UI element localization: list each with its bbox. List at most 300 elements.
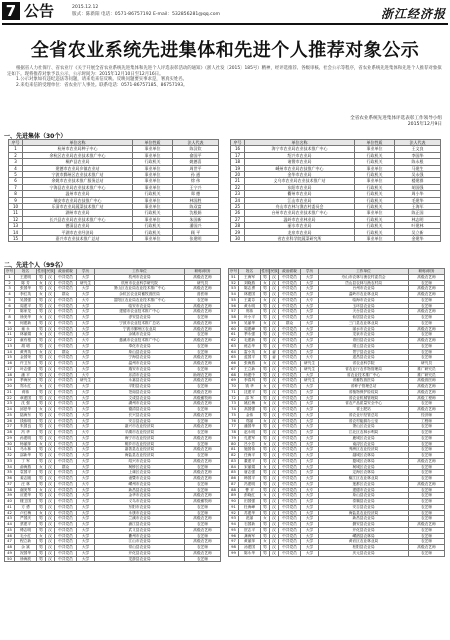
table-cell: 中共党员: [279, 487, 301, 493]
table-cell: 大学: [77, 550, 95, 556]
table-cell: 男: [261, 481, 270, 487]
table-cell: 沈建平: [239, 389, 261, 395]
table-cell: 中共党员: [279, 493, 301, 499]
table-cell: 13: [9, 223, 23, 229]
table-cell: 郭伟: [239, 309, 261, 315]
table-cell: 男: [37, 395, 46, 401]
table-cell: 徐 伟: [173, 178, 219, 184]
table-cell: 雷小英: [239, 349, 261, 355]
table-cell: 女: [37, 464, 46, 470]
table-cell: 汉: [270, 453, 279, 459]
table-cell: 大学: [301, 349, 319, 355]
table-cell: 汉: [270, 499, 279, 505]
table-cell: 德清县农业局: [23, 223, 133, 229]
table-cell: 67: [229, 366, 239, 372]
table-cell: 大学: [77, 407, 95, 413]
table-cell: 73: [229, 401, 239, 407]
table-cell: 中共党员: [279, 539, 301, 545]
table-cell: 男: [37, 320, 46, 326]
table-cell: 杜海峰: [239, 504, 261, 510]
table-cell: 大学: [77, 545, 95, 551]
table-cell: 王海军: [395, 203, 441, 209]
table-cell: 男: [37, 401, 46, 407]
table-cell: 研究生: [301, 378, 319, 384]
table-cell: 萧山区农业局农业技术推广中心: [95, 286, 185, 292]
table-cell: 93: [229, 516, 239, 522]
table-cell: 20: [231, 171, 245, 177]
table-cell: 22: [5, 395, 15, 401]
table-cell: 嘉兴市农业经济局: [95, 424, 185, 430]
table-cell: 25: [231, 203, 245, 209]
table-cell: 男: [261, 504, 270, 510]
table-cell: 2: [9, 152, 23, 158]
table-cell: 10: [9, 203, 23, 209]
table-cell: 汉: [46, 458, 55, 464]
table-cell: 农艺师: [185, 366, 221, 372]
table-cell: 高级农艺师: [185, 476, 221, 482]
table-cell: 袁国平: [15, 470, 37, 476]
table-cell: 男: [37, 493, 46, 499]
table-cell: 赵永明: [239, 430, 261, 436]
table-cell: 陈永华: [239, 550, 261, 556]
table-cell: 汉: [270, 464, 279, 470]
table-cell: 女: [261, 320, 270, 326]
table-cell: 汉: [46, 320, 55, 326]
individual-row: [229, 550, 445, 556]
table-cell: 象山县农业局: [319, 493, 409, 499]
table-cell: 叶建林: [395, 223, 441, 229]
table-cell: 应建华: [15, 493, 37, 499]
table-cell: 男: [261, 470, 270, 476]
table-cell: 汉: [46, 545, 55, 551]
table-cell: 中共党员: [279, 510, 301, 516]
table-cell: 男: [261, 545, 270, 551]
table-cell: 汉: [270, 476, 279, 482]
table-cell: 汤建国: [239, 545, 261, 551]
table-cell: 96: [229, 533, 239, 539]
table-cell: 中共党员: [55, 435, 77, 441]
table-cell: 中共党员: [55, 320, 77, 326]
table-cell: 汉: [270, 274, 279, 280]
table-cell: 70: [229, 384, 239, 390]
table-cell: 龙泉市农业局: [319, 332, 409, 338]
table-cell: 48: [5, 545, 15, 551]
table-cell: 中共党员: [55, 407, 77, 413]
table-cell: 周小华: [395, 191, 441, 197]
table-cell: 汉: [46, 389, 55, 395]
table-cell: 群众: [55, 292, 77, 298]
table-cell: 40: [5, 499, 15, 505]
table-cell: 嵊泗县农林局: [319, 533, 409, 539]
table-cell: 农艺师: [185, 533, 221, 539]
table-cell: 大学: [301, 545, 319, 551]
table-cell: 中共党员: [55, 510, 77, 516]
table-cell: 汉: [46, 441, 55, 447]
table-cell: 大学: [77, 326, 95, 332]
table-cell: 义乌市农业局农业技术推广站: [245, 178, 355, 184]
table-cell: 中共党员: [279, 378, 301, 384]
table-cell: 男: [261, 527, 270, 533]
table-cell: 中共党员: [279, 366, 301, 372]
table-cell: 大专: [77, 338, 95, 344]
table-cell: 陆海东: [15, 412, 37, 418]
table-cell: 82: [229, 453, 239, 459]
individual-table-left: [4, 268, 221, 562]
table-cell: 衢州市农业局: [95, 533, 185, 539]
table-cell: 农艺师: [409, 550, 445, 556]
table-cell: 练志华: [239, 343, 261, 349]
table-cell: 事业单位: [355, 210, 395, 216]
table-cell: 大学: [77, 355, 95, 361]
table-cell: 余杭区农业局畜牧兽医局: [95, 292, 185, 298]
table-cell: 农艺师: [409, 430, 445, 436]
table-cell: 大学: [77, 493, 95, 499]
table-cell: 28: [5, 430, 15, 436]
table-cell: 象山县农业局: [95, 349, 185, 355]
table-cell: 89: [229, 493, 239, 499]
table-cell: 行政机关: [355, 223, 395, 229]
table-cell: 中共党员: [55, 453, 77, 459]
table-cell: 越城区农林局: [319, 453, 409, 459]
table-cell: 中共党员: [55, 303, 77, 309]
table-cell: 男: [37, 372, 46, 378]
table-cell: 金国荣: [15, 355, 37, 361]
table-cell: 行政机关: [355, 152, 395, 158]
table-cell: 汉: [270, 378, 279, 384]
table-cell: 男: [37, 274, 46, 280]
table-cell: 女: [37, 441, 46, 447]
column-header: 工作单位: [95, 269, 185, 275]
table-cell: 吴立新: [395, 229, 441, 235]
table-cell: 大学: [301, 493, 319, 499]
table-cell: 沈根娟: [173, 210, 219, 216]
table-cell: 庆元县农业局: [319, 550, 409, 556]
table-cell: 大学: [77, 384, 95, 390]
table-cell: 沈 强: [15, 401, 37, 407]
table-cell: 27: [231, 216, 245, 222]
table-cell: 汉: [46, 487, 55, 493]
table-cell: 80: [229, 441, 239, 447]
table-cell: 陈正国: [395, 210, 441, 216]
table-cell: 大学: [301, 418, 319, 424]
table-cell: 大学: [77, 487, 95, 493]
table-cell: 大学: [301, 424, 319, 430]
table-cell: 兽医师: [185, 292, 221, 298]
table-cell: 舟山市农林与渔农村委员会: [245, 203, 355, 209]
table-cell: 汉: [46, 395, 55, 401]
table-cell: 李红英: [15, 292, 37, 298]
table-cell: 19: [5, 378, 15, 384]
table-cell: 石国新: [239, 522, 261, 528]
table-cell: 汉: [270, 292, 279, 298]
table-cell: 中共党员: [279, 458, 301, 464]
table-cell: 汉: [46, 366, 55, 372]
table-cell: 24: [5, 407, 15, 413]
table-cell: 中共党员: [55, 424, 77, 430]
table-cell: 中共党员: [55, 504, 77, 510]
table-cell: 江山市农业局: [95, 539, 185, 545]
table-cell: 26: [231, 210, 245, 216]
header-rule: [2, 23, 448, 25]
table-cell: 33: [5, 458, 15, 464]
table-cell: 丁 军: [15, 458, 37, 464]
table-cell: 中共党员: [279, 372, 301, 378]
table-cell: 龚海军: [239, 533, 261, 539]
table-cell: 高级农艺师: [185, 493, 221, 499]
table-cell: 女: [37, 510, 46, 516]
table-cell: 助理农艺师: [185, 372, 221, 378]
table-cell: 高级农艺师: [185, 550, 221, 556]
table-cell: 大学: [77, 343, 95, 349]
table-cell: 天台县农业局: [319, 309, 409, 315]
table-cell: 汉: [46, 349, 55, 355]
table-cell: 中共党员: [55, 286, 77, 292]
table-cell: 中共党员: [279, 286, 301, 292]
table-cell: 宋丽娟: [239, 464, 261, 470]
table-cell: 长兴县农业局农业技术推广中心: [23, 216, 133, 222]
table-cell: 男: [261, 533, 270, 539]
table-cell: 32: [5, 453, 15, 459]
table-cell: 萧山区农业局: [319, 424, 409, 430]
table-cell: 江北区农林水利局: [319, 430, 409, 436]
table-cell: 柯城区农业局: [319, 464, 409, 470]
table-cell: 王立新: [239, 366, 261, 372]
table-cell: 松阳县农业局: [319, 545, 409, 551]
table-cell: 高级农艺师: [185, 539, 221, 545]
table-cell: 81: [229, 447, 239, 453]
signature-date: 2015年12月9日: [407, 122, 442, 127]
table-cell: 大专: [301, 487, 319, 493]
table-cell: 中共党员: [55, 280, 77, 286]
table-cell: 4: [5, 292, 15, 298]
table-cell: 15: [9, 235, 23, 241]
table-cell: 大学: [301, 412, 319, 418]
table-cell: 72: [229, 395, 239, 401]
table-cell: 汉: [270, 303, 279, 309]
table-cell: 陈家龙: [15, 309, 37, 315]
table-cell: 汉: [270, 315, 279, 321]
table-cell: 大学: [301, 510, 319, 516]
table-cell: 农艺师: [185, 332, 221, 338]
table-cell: 58: [229, 315, 239, 321]
table-cell: 群众: [55, 349, 77, 355]
table-cell: 56: [229, 303, 239, 309]
table-cell: 大学: [301, 504, 319, 510]
table-cell: 农艺师: [409, 527, 445, 533]
table-cell: 大学: [301, 292, 319, 298]
table-cell: 41: [5, 504, 15, 510]
table-cell: 男: [261, 550, 270, 556]
table-cell: 金伟: [239, 412, 261, 418]
table-cell: 程立新: [15, 539, 37, 545]
table-cell: 中共党员: [55, 332, 77, 338]
intro-paragraph: 1.公示对象如有违纪违法等问题，请来电来信反映。反映问题要实事求是，署真实姓名。: [16, 77, 188, 83]
table-cell: 浦江县农业局: [95, 522, 185, 528]
table-cell: 高级农艺师: [185, 361, 221, 367]
table-cell: 高级农艺师: [185, 527, 221, 533]
table-cell: 高级农艺师: [185, 274, 221, 280]
table-cell: 冯建明: [239, 481, 261, 487]
table-cell: 男: [261, 389, 270, 395]
table-cell: 中共党员: [55, 401, 77, 407]
table-cell: 大学: [301, 309, 319, 315]
table-cell: 高级兽医师: [409, 378, 445, 384]
table-cell: 农艺师: [409, 516, 445, 522]
table-cell: 吴永强: [395, 171, 441, 177]
table-cell: 中共党员: [55, 355, 77, 361]
table-cell: 童 永: [15, 326, 37, 332]
table-cell: 祝国华: [15, 550, 37, 556]
masthead: [2, 2, 448, 22]
table-cell: 胡国强: [395, 184, 441, 190]
table-cell: 男: [261, 407, 270, 413]
table-cell: 中共党员: [279, 401, 301, 407]
table-cell: 汉: [270, 326, 279, 332]
table-cell: 南浔区农业局: [319, 441, 409, 447]
table-cell: 富阳区农业局农业技术推广中心: [95, 297, 185, 303]
table-cell: 16: [231, 146, 245, 152]
table-cell: 74: [229, 407, 239, 413]
table-cell: 汉: [46, 447, 55, 453]
table-cell: 女: [37, 280, 46, 286]
table-cell: 汉: [270, 527, 279, 533]
table-cell: 大学: [77, 447, 95, 453]
table-cell: 农艺师: [185, 418, 221, 424]
table-cell: 中共党员: [279, 349, 301, 355]
table-cell: 28: [231, 223, 245, 229]
table-cell: 中共党员: [279, 395, 301, 401]
table-cell: 男: [261, 430, 270, 436]
table-cell: 中共党员: [279, 504, 301, 510]
table-cell: 中共党员: [55, 545, 77, 551]
table-cell: 中共党员: [279, 355, 301, 361]
table-cell: 农艺师: [409, 453, 445, 459]
table-cell: 高级农艺师: [409, 384, 445, 390]
table-cell: 安吉县农业局: [319, 504, 409, 510]
table-cell: 汉: [46, 556, 55, 562]
table-cell: 平湖市农业经济局: [95, 430, 185, 436]
table-cell: 汉: [46, 343, 55, 349]
table-cell: 姚红梅: [239, 401, 261, 407]
table-cell: 高级农艺师: [185, 435, 221, 441]
table-cell: 桐庐县农业局: [23, 159, 133, 165]
table-cell: 俞海燕: [15, 464, 37, 470]
table-cell: 8: [9, 191, 23, 197]
table-cell: 周世平: [173, 165, 219, 171]
table-cell: 汉: [270, 545, 279, 551]
table-cell: 男: [261, 378, 270, 384]
table-cell: 平阳县农业局: [95, 384, 185, 390]
table-cell: 任海平: [239, 453, 261, 459]
table-cell: 潘国兴: [173, 223, 219, 229]
table-cell: 农艺师: [409, 355, 445, 361]
column-header: 单位名称: [23, 140, 133, 146]
table-cell: 奉化市农业局: [95, 343, 185, 349]
table-cell: 26: [5, 418, 15, 424]
table-cell: 男: [261, 292, 270, 298]
table-cell: 高级农艺师: [185, 326, 221, 332]
table-cell: 13: [5, 343, 15, 349]
table-cell: 汉: [270, 372, 279, 378]
table-cell: 中共党员: [55, 476, 77, 482]
table-cell: 中共党员: [55, 447, 77, 453]
table-cell: 行政机关: [355, 184, 395, 190]
table-cell: 湖州市农业局: [23, 210, 133, 216]
table-cell: 研究生: [77, 280, 95, 286]
table-cell: 男: [37, 303, 46, 309]
table-cell: 柯桥区农业局: [95, 464, 185, 470]
table-cell: 汉: [270, 395, 279, 401]
table-cell: 高级农艺师: [409, 309, 445, 315]
table-cell: 男: [37, 499, 46, 505]
table-cell: 事业单位: [133, 146, 173, 152]
section1-heading: 一、先进集体（30个）: [4, 133, 67, 140]
table-cell: 事业单位: [133, 152, 173, 158]
table-cell: 高级农艺师: [185, 355, 221, 361]
table-cell: 马永林: [15, 447, 37, 453]
table-cell: 省农业厅农作物管理局: [319, 366, 409, 372]
table-cell: 男: [261, 315, 270, 321]
table-cell: 27: [5, 424, 15, 430]
table-cell: 行政机关: [355, 197, 395, 203]
table-cell: 汉: [46, 470, 55, 476]
table-cell: 邵新华: [15, 453, 37, 459]
table-cell: 中共党员: [55, 309, 77, 315]
table-cell: 汉: [270, 493, 279, 499]
table-cell: 毛建华: [395, 197, 441, 203]
table-cell: 农艺师: [409, 315, 445, 321]
table-cell: 男: [261, 522, 270, 528]
table-cell: 孙 通: [173, 171, 219, 177]
table-cell: 高级农艺师: [409, 407, 445, 413]
table-cell: 大学: [301, 458, 319, 464]
table-cell: 钱伟明: [15, 418, 37, 424]
table-cell: 高级农艺师: [185, 412, 221, 418]
table-cell: 中共党员: [279, 292, 301, 298]
table-cell: 中共党员: [55, 372, 77, 378]
table-cell: 76: [229, 418, 239, 424]
table-cell: 中共党员: [279, 464, 301, 470]
table-cell: 男: [261, 326, 270, 332]
table-cell: 6: [5, 303, 15, 309]
table-cell: 椒江区农业林业局: [319, 476, 409, 482]
table-cell: 省种子管理总站: [319, 384, 409, 390]
table-cell: 大专: [301, 355, 319, 361]
table-cell: 汉: [46, 355, 55, 361]
table-cell: 中共党员: [279, 384, 301, 390]
table-cell: 37: [5, 481, 15, 487]
table-cell: 湖州市农业局: [95, 401, 185, 407]
table-cell: 大学: [77, 527, 95, 533]
table-cell: 55: [229, 297, 239, 303]
table-cell: 农艺师: [409, 493, 445, 499]
table-cell: 汉: [46, 430, 55, 436]
table-cell: 汉: [46, 510, 55, 516]
table-cell: 高级农艺师: [409, 458, 445, 464]
table-cell: 温岭市农业林业局: [319, 292, 409, 298]
table-cell: 大学: [77, 522, 95, 528]
column-header: 学历: [77, 269, 95, 275]
table-cell: 男: [37, 424, 46, 430]
table-cell: 大学: [301, 286, 319, 292]
table-cell: 汉: [270, 412, 279, 418]
table-cell: 中共党员: [279, 545, 301, 551]
table-cell: 中共党员: [279, 343, 301, 349]
table-cell: 季永强: [239, 332, 261, 338]
table-cell: 大学: [301, 274, 319, 280]
table-cell: 海宁市农业局农业技术推广中心: [245, 146, 355, 152]
table-cell: 34: [5, 464, 15, 470]
